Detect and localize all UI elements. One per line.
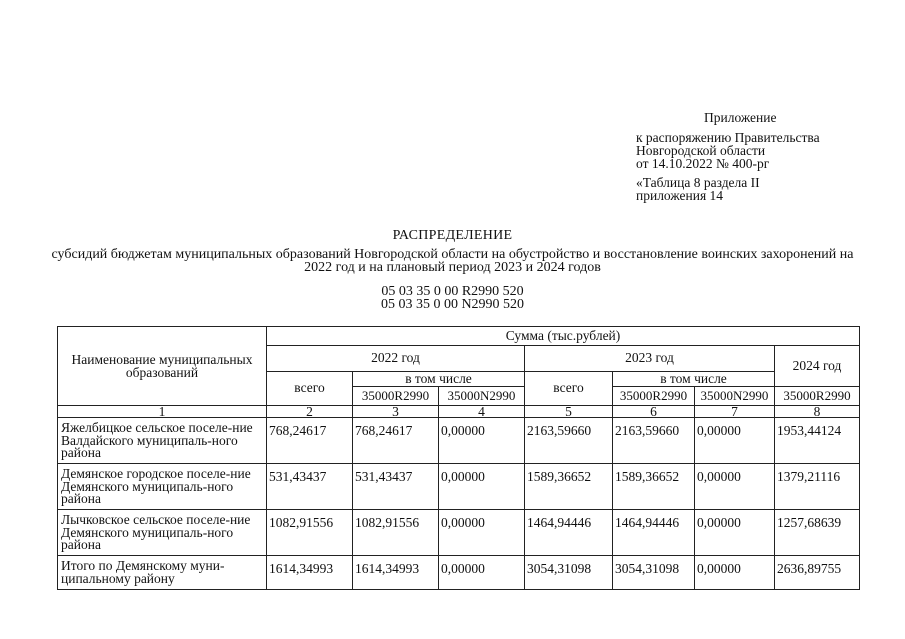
value-cell: 2636,89755 bbox=[775, 556, 860, 590]
total-2022-header: всего bbox=[267, 372, 353, 406]
municipality-name: Яжелбицкое сельское поселе-ние Валдайского муниципаль-ного района bbox=[58, 418, 267, 464]
value-cell: 1589,36652 bbox=[613, 464, 695, 510]
year-2022-header: 2022 год bbox=[267, 346, 525, 372]
value-cell: 1614,34993 bbox=[267, 556, 353, 590]
including-2023-header: в том числе bbox=[613, 372, 775, 387]
value-cell: 2163,59660 bbox=[613, 418, 695, 464]
value-cell: 1589,36652 bbox=[525, 464, 613, 510]
budget-code: 05 03 35 0 00 N2990 520 bbox=[380, 297, 525, 312]
value-cell: 2163,59660 bbox=[525, 418, 613, 464]
column-index-row bbox=[58, 406, 860, 418]
value-cell: 0,00000 bbox=[695, 510, 775, 556]
value-cell: 0,00000 bbox=[439, 418, 525, 464]
table-ref-line: приложения 14 bbox=[636, 188, 724, 203]
value-cell: 1953,44124 bbox=[775, 418, 860, 464]
column-index: 7 bbox=[695, 406, 775, 418]
document-subtitle: субсидий бюджетам муниципальных образований Новгородской области на обустройство и восстановление воинских захоронений на 2022 год и на плановый период 2023 и 2024 годов bbox=[51, 247, 854, 275]
appendix-title: Приложение bbox=[704, 110, 777, 125]
column-index: 3 bbox=[353, 406, 439, 418]
including-2022-header: в том числе bbox=[353, 372, 525, 387]
appendix-line: от 14.10.2022 № 400-рг bbox=[636, 156, 770, 171]
value-cell: 1082,91556 bbox=[267, 510, 353, 556]
value-cell: 531,43437 bbox=[267, 464, 353, 510]
column-index: 6 bbox=[613, 406, 695, 418]
year-2023-header: 2023 год bbox=[525, 346, 775, 372]
value-cell: 1257,68639 bbox=[775, 510, 860, 556]
appendix-line: к распоряжению Правительства bbox=[636, 130, 820, 145]
value-cell: 0,00000 bbox=[695, 556, 775, 590]
value-cell: 531,43437 bbox=[353, 464, 439, 510]
municipality-name: Итого по Демянскому муни-ципальному району bbox=[58, 556, 267, 590]
table-row bbox=[58, 556, 860, 590]
table-row bbox=[58, 510, 860, 556]
value-cell: 0,00000 bbox=[695, 464, 775, 510]
municipality-name: Демянское городское поселе-ние Демянского муниципаль-ного района bbox=[58, 464, 267, 510]
value-cell: 1379,21116 bbox=[775, 464, 860, 510]
code-n-header: 35000N2990 bbox=[439, 387, 525, 406]
value-cell: 768,24617 bbox=[267, 418, 353, 464]
code-r-header: 35000R2990 bbox=[613, 387, 695, 406]
column-index: 1 bbox=[58, 406, 267, 418]
value-cell: 0,00000 bbox=[439, 510, 525, 556]
table-row bbox=[58, 464, 860, 510]
value-cell: 1464,94446 bbox=[525, 510, 613, 556]
budget-code: 05 03 35 0 00 R2990 520 bbox=[381, 284, 524, 299]
municipality-name: Лычковское сельское поселе-ние Демянского муниципаль-ного района bbox=[58, 510, 267, 556]
table-ref-line: «Таблица 8 раздела II bbox=[636, 175, 760, 190]
value-cell: 768,24617 bbox=[353, 418, 439, 464]
value-cell: 3054,31098 bbox=[525, 556, 613, 590]
appendix-block bbox=[636, 111, 820, 202]
document-title: РАСПРЕДЕЛЕНИЕ bbox=[392, 228, 513, 243]
value-cell: 0,00000 bbox=[439, 556, 525, 590]
distribution-table bbox=[57, 326, 860, 590]
column-index: 8 bbox=[775, 406, 860, 418]
code-n-header: 35000N2990 bbox=[695, 387, 775, 406]
code-r-header: 35000R2990 bbox=[775, 387, 860, 406]
year-2024-header: 2024 год bbox=[775, 346, 860, 387]
value-cell: 1614,34993 bbox=[353, 556, 439, 590]
sum-header: Сумма (тыс.рублей) bbox=[267, 327, 860, 346]
total-2023-header: всего bbox=[525, 372, 613, 406]
value-cell: 1082,91556 bbox=[353, 510, 439, 556]
value-cell: 1464,94446 bbox=[613, 510, 695, 556]
table-row bbox=[58, 418, 860, 464]
value-cell: 0,00000 bbox=[439, 464, 525, 510]
value-cell: 0,00000 bbox=[695, 418, 775, 464]
value-cell: 3054,31098 bbox=[613, 556, 695, 590]
column-index: 5 bbox=[525, 406, 613, 418]
column-index: 2 bbox=[267, 406, 353, 418]
column-index: 4 bbox=[439, 406, 525, 418]
appendix-line: Новгородской области bbox=[636, 143, 766, 158]
name-column-header: Наименование муниципальных образований bbox=[58, 327, 267, 406]
code-r-header: 35000R2990 bbox=[353, 387, 439, 406]
